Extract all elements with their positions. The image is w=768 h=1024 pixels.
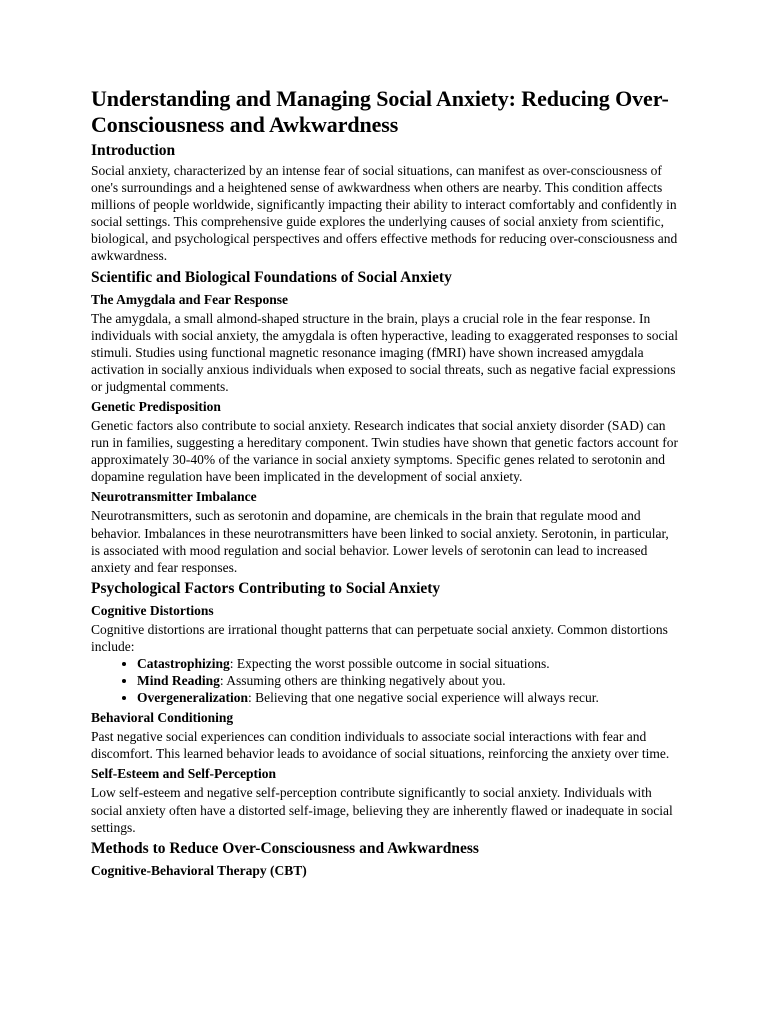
neurotransmitter-paragraph: Neurotransmitters, such as serotonin and dopamine, are chemicals in the brain that regulate mood and behavior. Imbalances in these neurotransmitters have been linked to social anxiety. Serotonin, in particular, is associated with mood regulation and social behavior. Lower levels of serotonin can lead to increased anxiety and fear responses.: [91, 508, 669, 575]
list-item-desc: : Expecting the worst possible outcome in social situations.: [229, 655, 550, 671]
list-item: [137, 689, 681, 706]
list-item-desc: : Assuming others are thinking negatively about you.: [219, 673, 506, 689]
introduction-paragraph: Social anxiety, characterized by an intense fear of social situations, can manifest as over-consciousness of one's surroundings and a heightened sense of awkwardness when others are nearby. This condition affects millions of people worldwide, significantly impacting their ability to interact comfortably and confidently in social settings. This comprehensive guide explores the underlying causes of social anxiety from scientific, biological, and psychological perspectives and offers effective methods for reducing over-consciousness and awkwardness.: [91, 163, 678, 264]
list-item-term: Mind Reading: [137, 673, 220, 689]
list-item: [137, 655, 681, 672]
list-item-term: Catastrophizing: [137, 655, 230, 671]
document-page: [91, 86, 681, 881]
section-heading-psychological: Psychological Factors Contributing to Social Anxiety: [91, 579, 441, 597]
distortions-list: [91, 655, 681, 706]
self-esteem-paragraph: Low self-esteem and negative self-perception contribute significantly to social anxiety. Individuals with social anxiety often have a distorted self-image, believing they are inherently flawed or inadequate in social settings.: [91, 785, 673, 835]
section-heading-introduction: Introduction: [91, 142, 176, 159]
list-item-desc: : Believing that one negative social experience will always recur.: [247, 690, 599, 706]
list-item-term: Overgeneralization: [137, 690, 248, 706]
genetic-paragraph: Genetic factors also contribute to social anxiety. Research indicates that social anxiety disorder (SAD) can run in families, suggesting a hereditary component. Twin studies have shown that genetic factors account for approximately 30-40% of the variance in social anxiety symptoms. Specific genes related to serotonin and dopamine regulation have been implicated in the development of social anxiety.: [91, 418, 679, 485]
subheading-amygdala: The Amygdala and Fear Response: [91, 291, 289, 307]
list-item: [137, 672, 681, 689]
subheading-self-esteem: Self-Esteem and Self-Perception: [91, 766, 276, 782]
subheading-genetic: Genetic Predisposition: [91, 399, 221, 415]
section-heading-methods: Methods to Reduce Over-Consciousness and Awkwardness: [91, 839, 479, 857]
section-heading-scientific: Scientific and Biological Foundations of Social Anxiety: [91, 268, 452, 286]
behavioral-paragraph: Past negative social experiences can condition individuals to associate social interactions with fear and discomfort. This learned behavior leads to avoidance of social situations, reinforcing the anxiety over time.: [91, 729, 670, 762]
amygdala-paragraph: The amygdala, a small almond-shaped structure in the brain, plays a crucial role in the fear response. In individuals with social anxiety, the amygdala is often hyperactive, leading to exaggerated responses to social stimuli. Studies using functional magnetic resonance imaging (fMRI) have shown increased amygdala activation in socially anxious individuals when exposed to social threats, such as negative facial expressions or judgmental comments.: [91, 310, 678, 394]
subheading-neurotransmitter: Neurotransmitter Imbalance: [91, 489, 257, 505]
subheading-cbt: Cognitive-Behavioral Therapy (CBT): [91, 862, 307, 878]
document-title: Understanding and Managing Social Anxiety: Reducing Over-Consciousness and Awkwardness: [91, 86, 669, 137]
cognitive-paragraph: Cognitive distortions are irrational thought patterns that can perpetuate social anxiety. Common distortions include:: [91, 621, 668, 654]
subheading-cognitive: Cognitive Distortions: [91, 602, 214, 618]
subheading-behavioral: Behavioral Conditioning: [91, 710, 234, 726]
